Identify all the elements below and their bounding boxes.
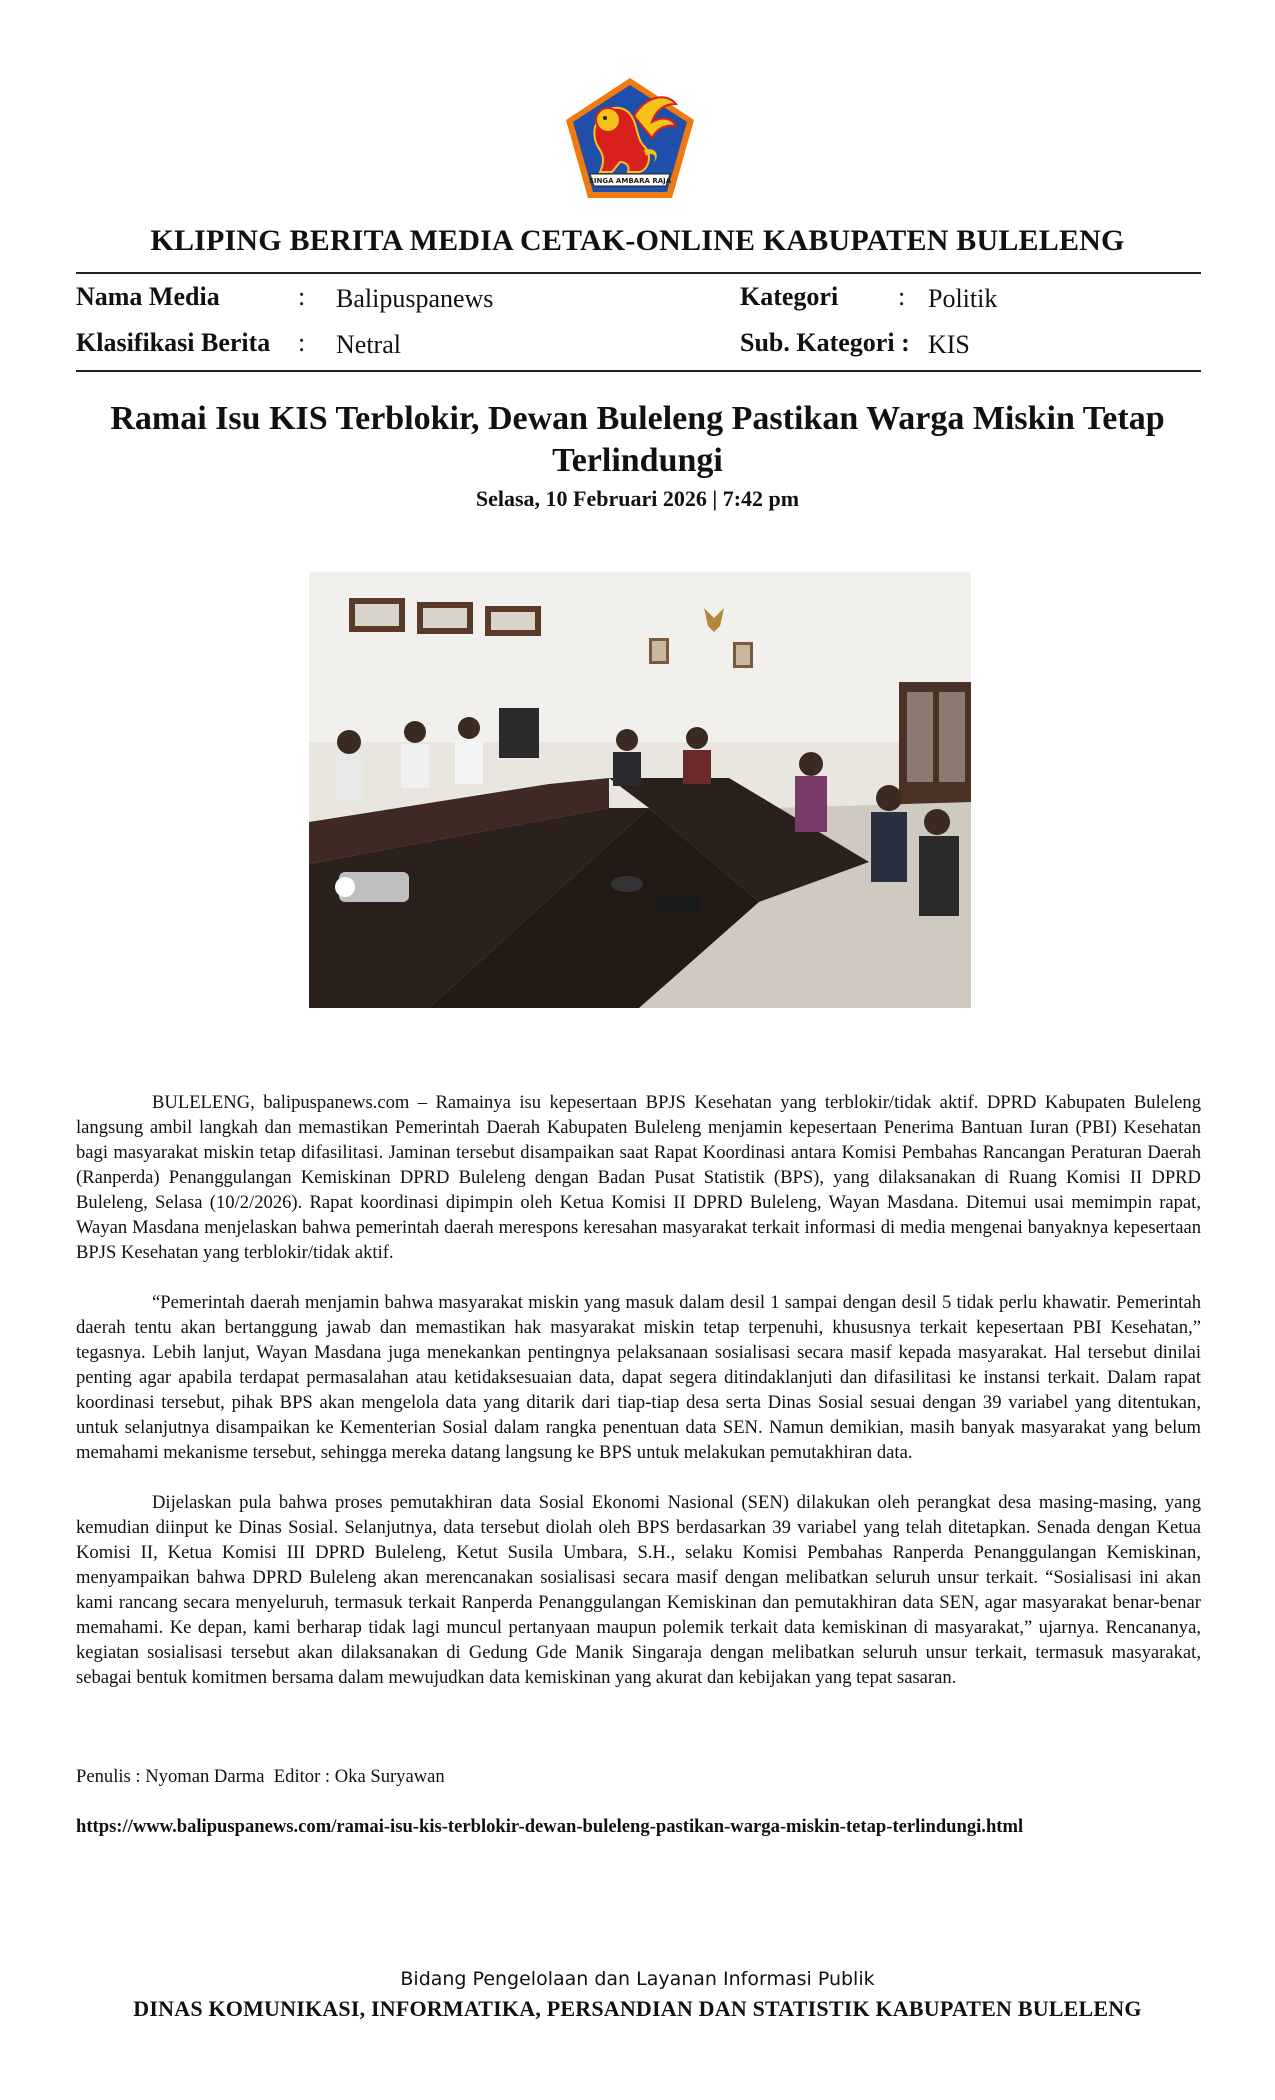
footer-agency: DINAS KOMUNIKASI, INFORMATIKA, PERSANDIAN DAN STATISTIK KABUPATEN BULELENG (133, 1996, 1142, 2021)
article-headline: Ramai Isu KIS Terblokir, Dewan Buleleng Pastikan Warga Miskin Tetap Terlindungi (110, 400, 1165, 479)
category-colon: : (898, 282, 906, 311)
media-name-label: Nama Media (76, 282, 220, 311)
clipping-title: KLIPING BERITA MEDIA CETAK-ONLINE KABUPATEN BULELENG (150, 224, 1125, 257)
buleleng-regency-logo (564, 76, 696, 200)
article-body (76, 1090, 1201, 1715)
subcategory-value: KIS (928, 330, 970, 359)
divider-bottom (76, 370, 1201, 372)
classification-value: Netral (336, 330, 401, 359)
category-label: Kategori (740, 282, 839, 311)
classification-colon: : (298, 328, 306, 357)
category-value: Politik (928, 284, 998, 313)
article-paragraph: BULELENG, balipuspanews.com – Ramainya isu kepesertaan BPJS Kesehatan yang terblokir/tidak aktif. DPRD Kabupaten Buleleng langsung ambil langkah dan memastikan Pemerintah Daerah Kabupaten Buleleng menjamin kepesertaan Penerima Bantuan Iuran (PBI) Kesehatan bagi masyarakat miskin tetap difasilitasi. Jaminan tersebut disampaikan saat Rapat Koordinasi antara Komisi Pembahas Rancangan Peraturan Daerah (Ranperda) Penanggulangan Kemiskinan DPRD Buleleng dengan Badan Pusat Statistik (BPS), yang dilaksanakan di Ruang Komisi II DPRD Buleleng, Selasa (10/2/2026). Rapat koordinasi dipimpin oleh Ketua Komisi II DPRD Buleleng, Wayan Masdana. Ditemui usai memimpin rapat, Wayan Masdana menjelaskan bahwa pemerintah daerah merespons keresahan masyarakat terkait informasi di media mengenai banyaknya kepesertaan BPJS Kesehatan yang terblokir/tidak aktif. (76, 1092, 1201, 1263)
divider-top (76, 272, 1201, 274)
source-link[interactable]: https://www.balipuspanews.com/ramai-isu-kis-terblokir-dewan-buleleng-pastikan-warga-miskin-tetap-terlindungi.html (76, 1816, 1024, 1837)
footer-division: Bidang Pengelolaan dan Layanan Informasi Publik (400, 1968, 875, 1990)
logo-ribbon-text: SINGA AMBARA RAJA (588, 177, 672, 185)
article-paragraph: Dijelaskan pula bahwa proses pemutakhiran data Sosial Ekonomi Nasional (SEN) dilakukan oleh perangkat desa masing-masing, yang kemudian diinput ke Dinas Sosial. Selanjutnya, data tersebut diolah oleh BPS berdasarkan 39 variabel yang telah ditetapkan. Senada dengan Ketua Komisi II, Ketua Komisi III DPRD Buleleng, Ketut Susila Umbara, S.H., selaku Komisi Pembahas Ranperda Penanggulangan Kemiskinan, menyampaikan bahwa DPRD Buleleng akan merencanakan sosialisasi secara masif dengan melibatkan seluruh unsur terkait. “Sosialisasi ini akan kami rancang secara menyeluruh, termasuk terkait Ranperda Penanggulangan Kemiskinan dan pemutakhiran data SEN, agar masyarakat benar-benar memahami. Ke depan, kami berharap tidak lagi muncul pertanyaan maupun polemik terkait data kemiskinan di masyarakat,” ujarnya. Rencananya, kegiatan sosialisasi tersebut akan dilaksanakan di Gedung Gde Manik Singaraja dengan melibatkan seluruh unsur terkait, termasuk masyarakat, sebagai bentuk komitmen bersama dalam mewujudkan data kemiskinan yang akurat dan kebijakan yang tepat sasaran. (76, 1492, 1201, 1688)
article-dateline: Selasa, 10 Februari 2026 | 7:42 pm (475, 486, 800, 511)
media-name-colon: : (298, 282, 306, 311)
article-paragraph: “Pemerintah daerah menjamin bahwa masyarakat miskin yang masuk dalam desil 1 sampai dengan desil 5 tidak perlu khawatir. Pemerintah daerah tentu akan bertanggung jawab dan memastikan hak masyarakat miskin tetap terpenuhi, khususnya terkait kepesertaan PBI Kesehatan,” tegasnya. Lebih lanjut, Wayan Masdana juga menekankan pentingnya pelaksanaan sosialisasi secara masif kepada masyarakat. Hal tersebut dinilai penting agar apabila terdapat permasalahan atau ketidaksesuaian data, dapat segera ditindaklanjuti dan difasilitasi ke instansi terkait. Dalam rapat koordinasi tersebut, pihak BPS akan mengelola data yang ditarik dari tiap-tiap desa serta Dinas Sosial sesuai dengan 39 variabel yang ditentukan, untuk selanjutnya disampaikan ke Kementerian Sosial dalam rangka penentuan data SEN. Namun demikian, masih banyak masyarakat yang belum memahami mekanisme tersebut, sehingga mereka datang langsung ke BPS untuk melakukan pemutakhiran data. (76, 1292, 1201, 1463)
article-photo (309, 572, 971, 1008)
media-name-value: Balipuspanews (336, 284, 494, 313)
subcategory-label: Sub. Kategori : (740, 328, 910, 357)
article-credits: Penulis : Nyoman Darma Editor : Oka Suryawan (76, 1766, 445, 1787)
classification-label: Klasifikasi Berita (76, 328, 271, 357)
